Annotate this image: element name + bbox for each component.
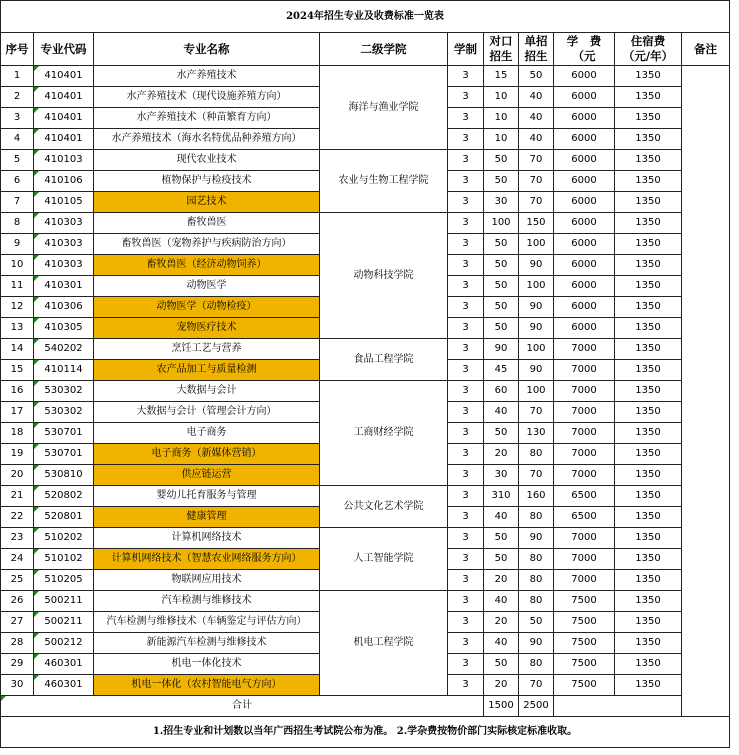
danzhao-quota: 130 xyxy=(519,423,554,444)
study-years: 3 xyxy=(448,108,484,129)
major-code: 530810 xyxy=(34,465,94,486)
duikou-quota: 20 xyxy=(484,675,519,696)
remark-cell xyxy=(682,66,730,717)
study-years: 3 xyxy=(448,339,484,360)
dorm-fee: 1350 xyxy=(615,66,682,87)
duikou-quota: 40 xyxy=(484,633,519,654)
major-name: 计算机网络技术 xyxy=(94,528,320,549)
row-number: 8 xyxy=(1,213,34,234)
major-name: 现代农业技术 xyxy=(94,150,320,171)
header-tuition-line2: （元 xyxy=(572,49,596,63)
dorm-fee: 1350 xyxy=(615,675,682,696)
tuition-fee: 7500 xyxy=(554,654,615,675)
major-code: 510102 xyxy=(34,549,94,570)
major-name: 大数据与会计 xyxy=(94,381,320,402)
table-row xyxy=(1,150,730,171)
footnote: 1.招生专业和计划数以当年广西招生考试院公布为准。 2.学杂费按物价部门实际核定标准收取。 xyxy=(1,717,730,748)
row-number: 28 xyxy=(1,633,34,654)
table-row xyxy=(1,591,730,612)
duikou-quota: 50 xyxy=(484,150,519,171)
major-name: 电子商务 xyxy=(94,423,320,444)
major-name: 电子商务（新媒体营销） xyxy=(94,444,320,465)
header-name: 专业名称 xyxy=(94,33,320,66)
college-name: 机电工程学院 xyxy=(320,591,448,696)
major-name: 园艺技术 xyxy=(94,192,320,213)
row-number: 24 xyxy=(1,549,34,570)
study-years: 3 xyxy=(448,591,484,612)
major-code: 410303 xyxy=(34,213,94,234)
study-years: 3 xyxy=(448,528,484,549)
header-duikou xyxy=(484,33,519,66)
study-years: 3 xyxy=(448,612,484,633)
table-row xyxy=(1,66,730,87)
header-years: 学制 xyxy=(448,33,484,66)
tuition-fee: 7500 xyxy=(554,591,615,612)
danzhao-quota: 80 xyxy=(519,444,554,465)
dorm-fee: 1350 xyxy=(615,528,682,549)
tuition-fee: 6000 xyxy=(554,234,615,255)
tuition-fee: 6000 xyxy=(554,129,615,150)
tuition-fee: 7000 xyxy=(554,381,615,402)
duikou-quota: 15 xyxy=(484,66,519,87)
study-years: 3 xyxy=(448,465,484,486)
dorm-fee: 1350 xyxy=(615,654,682,675)
total-label: 合计 xyxy=(1,696,484,717)
tuition-fee: 6000 xyxy=(554,255,615,276)
dorm-fee: 1350 xyxy=(615,150,682,171)
major-name: 动物医学 xyxy=(94,276,320,297)
row-number: 5 xyxy=(1,150,34,171)
table-row xyxy=(1,381,730,402)
dorm-fee: 1350 xyxy=(615,171,682,192)
major-code: 410103 xyxy=(34,150,94,171)
header-dorm-line1: 住宿费 xyxy=(630,34,666,49)
tuition-fee: 6000 xyxy=(554,171,615,192)
danzhao-quota: 100 xyxy=(519,276,554,297)
duikou-quota: 50 xyxy=(484,297,519,318)
study-years: 3 xyxy=(448,549,484,570)
study-years: 3 xyxy=(448,444,484,465)
dorm-fee: 1350 xyxy=(615,192,682,213)
danzhao-quota: 40 xyxy=(519,129,554,150)
major-code: 460301 xyxy=(34,654,94,675)
study-years: 3 xyxy=(448,675,484,696)
dorm-fee: 1350 xyxy=(615,318,682,339)
dorm-fee: 1350 xyxy=(615,465,682,486)
danzhao-quota: 70 xyxy=(519,402,554,423)
college-name: 工商财经学院 xyxy=(320,381,448,486)
row-number: 2 xyxy=(1,87,34,108)
tuition-fee: 7000 xyxy=(554,402,615,423)
major-code: 500212 xyxy=(34,633,94,654)
duikou-quota: 50 xyxy=(484,654,519,675)
danzhao-quota: 70 xyxy=(519,171,554,192)
table-row xyxy=(1,339,730,360)
major-name: 动物医学（动物检疫） xyxy=(94,297,320,318)
major-code: 410105 xyxy=(34,192,94,213)
duikou-quota: 50 xyxy=(484,255,519,276)
major-code: 410401 xyxy=(34,108,94,129)
danzhao-quota: 90 xyxy=(519,318,554,339)
danzhao-quota: 50 xyxy=(519,66,554,87)
dorm-fee: 1350 xyxy=(615,507,682,528)
major-name: 机电一体化技术 xyxy=(94,654,320,675)
dorm-fee: 1350 xyxy=(615,129,682,150)
major-name: 汽车检测与维修技术（车辆鉴定与评估方向） xyxy=(94,612,320,633)
study-years: 3 xyxy=(448,570,484,591)
tuition-fee: 7500 xyxy=(554,633,615,654)
major-code: 410303 xyxy=(34,234,94,255)
duikou-quota: 50 xyxy=(484,171,519,192)
major-code: 530701 xyxy=(34,423,94,444)
row-number: 1 xyxy=(1,66,34,87)
tuition-fee: 6000 xyxy=(554,66,615,87)
tuition-fee: 6000 xyxy=(554,108,615,129)
duikou-quota: 50 xyxy=(484,234,519,255)
duikou-quota: 40 xyxy=(484,591,519,612)
danzhao-quota: 80 xyxy=(519,654,554,675)
study-years: 3 xyxy=(448,192,484,213)
table-row xyxy=(1,486,730,507)
major-code: 530302 xyxy=(34,402,94,423)
tuition-fee: 6000 xyxy=(554,297,615,318)
danzhao-quota: 90 xyxy=(519,528,554,549)
study-years: 3 xyxy=(448,234,484,255)
danzhao-quota: 160 xyxy=(519,486,554,507)
danzhao-quota: 50 xyxy=(519,612,554,633)
major-name: 水产养殖技术 xyxy=(94,66,320,87)
row-number: 15 xyxy=(1,360,34,381)
duikou-quota: 45 xyxy=(484,360,519,381)
header-dorm-line2: （元/年） xyxy=(622,49,674,63)
danzhao-quota: 80 xyxy=(519,549,554,570)
major-name: 新能源汽车检测与维修技术 xyxy=(94,633,320,654)
row-number: 10 xyxy=(1,255,34,276)
college-name: 农业与生物工程学院 xyxy=(320,150,448,213)
dorm-fee: 1350 xyxy=(615,549,682,570)
danzhao-quota: 80 xyxy=(519,570,554,591)
duikou-quota: 40 xyxy=(484,507,519,528)
danzhao-quota: 90 xyxy=(519,297,554,318)
dorm-fee: 1350 xyxy=(615,612,682,633)
study-years: 3 xyxy=(448,486,484,507)
tuition-fee: 7000 xyxy=(554,528,615,549)
major-code: 410401 xyxy=(34,66,94,87)
danzhao-quota: 70 xyxy=(519,192,554,213)
row-number: 29 xyxy=(1,654,34,675)
row-number: 27 xyxy=(1,612,34,633)
dorm-fee: 1350 xyxy=(615,402,682,423)
danzhao-quota: 150 xyxy=(519,213,554,234)
header-dorm xyxy=(615,33,682,66)
dorm-fee: 1350 xyxy=(615,339,682,360)
duikou-quota: 10 xyxy=(484,108,519,129)
major-code: 540202 xyxy=(34,339,94,360)
major-code: 510202 xyxy=(34,528,94,549)
major-code: 520801 xyxy=(34,507,94,528)
row-number: 30 xyxy=(1,675,34,696)
tuition-fee: 7000 xyxy=(554,570,615,591)
study-years: 3 xyxy=(448,213,484,234)
college-name: 人工智能学院 xyxy=(320,528,448,591)
row-number: 16 xyxy=(1,381,34,402)
dorm-fee: 1350 xyxy=(615,234,682,255)
major-name: 汽车检测与维修技术 xyxy=(94,591,320,612)
tuition-fee: 6000 xyxy=(554,150,615,171)
header-tuition xyxy=(554,33,615,66)
header-code: 专业代码 xyxy=(34,33,94,66)
tuition-fee: 7000 xyxy=(554,360,615,381)
major-name: 婴幼儿托育服务与管理 xyxy=(94,486,320,507)
major-name: 健康管理 xyxy=(94,507,320,528)
study-years: 3 xyxy=(448,654,484,675)
major-name: 物联网应用技术 xyxy=(94,570,320,591)
major-code: 410106 xyxy=(34,171,94,192)
tuition-fee: 6000 xyxy=(554,318,615,339)
header-duikou-line2: 招生 xyxy=(489,49,513,63)
row-number: 6 xyxy=(1,171,34,192)
row-number: 12 xyxy=(1,297,34,318)
dorm-fee: 1350 xyxy=(615,276,682,297)
major-name: 植物保护与检疫技术 xyxy=(94,171,320,192)
row-number: 23 xyxy=(1,528,34,549)
major-code: 530302 xyxy=(34,381,94,402)
tuition-fee: 6000 xyxy=(554,192,615,213)
duikou-quota: 50 xyxy=(484,528,519,549)
header-college: 二级学院 xyxy=(320,33,448,66)
major-name: 供应链运营 xyxy=(94,465,320,486)
danzhao-quota: 40 xyxy=(519,87,554,108)
major-code: 460301 xyxy=(34,675,94,696)
dorm-fee: 1350 xyxy=(615,255,682,276)
tuition-fee: 6000 xyxy=(554,87,615,108)
major-code: 410401 xyxy=(34,87,94,108)
dorm-fee: 1350 xyxy=(615,87,682,108)
dorm-fee: 1350 xyxy=(615,444,682,465)
row-number: 9 xyxy=(1,234,34,255)
duikou-quota: 90 xyxy=(484,339,519,360)
tuition-fee: 6000 xyxy=(554,213,615,234)
tuition-fee: 7000 xyxy=(554,423,615,444)
tuition-fee: 7500 xyxy=(554,612,615,633)
table-row xyxy=(1,213,730,234)
danzhao-quota: 70 xyxy=(519,675,554,696)
major-code: 410305 xyxy=(34,318,94,339)
row-number: 17 xyxy=(1,402,34,423)
danzhao-quota: 80 xyxy=(519,591,554,612)
table-title: 2024年招生专业及收费标准一览表 xyxy=(1,1,730,33)
total-duikou: 1500 xyxy=(484,696,519,717)
major-code: 500211 xyxy=(34,591,94,612)
danzhao-quota: 90 xyxy=(519,360,554,381)
study-years: 3 xyxy=(448,507,484,528)
total-danzhao: 2500 xyxy=(519,696,554,717)
note-row xyxy=(1,717,730,748)
duikou-quota: 50 xyxy=(484,423,519,444)
major-name: 畜牧兽医（宠物养护与疾病防治方向） xyxy=(94,234,320,255)
duikou-quota: 10 xyxy=(484,129,519,150)
row-number: 25 xyxy=(1,570,34,591)
dorm-fee: 1350 xyxy=(615,360,682,381)
danzhao-quota: 90 xyxy=(519,255,554,276)
row-number: 20 xyxy=(1,465,34,486)
study-years: 3 xyxy=(448,150,484,171)
study-years: 3 xyxy=(448,402,484,423)
duikou-quota: 30 xyxy=(484,192,519,213)
major-name: 畜牧兽医 xyxy=(94,213,320,234)
total-row xyxy=(1,696,730,717)
row-number: 4 xyxy=(1,129,34,150)
duikou-quota: 100 xyxy=(484,213,519,234)
row-number: 11 xyxy=(1,276,34,297)
duikou-quota: 10 xyxy=(484,87,519,108)
header-seq: 序号 xyxy=(1,33,34,66)
danzhao-quota: 70 xyxy=(519,150,554,171)
college-name: 食品工程学院 xyxy=(320,339,448,381)
row-number: 3 xyxy=(1,108,34,129)
header-danzhao-line1: 单招 xyxy=(524,34,548,49)
duikou-quota: 30 xyxy=(484,465,519,486)
study-years: 3 xyxy=(448,297,484,318)
major-code: 530701 xyxy=(34,444,94,465)
tuition-fee: 7000 xyxy=(554,549,615,570)
row-number: 22 xyxy=(1,507,34,528)
major-name: 水产养殖技术（现代设施养殖方向） xyxy=(94,87,320,108)
major-name: 畜牧兽医（经济动物饲养） xyxy=(94,255,320,276)
major-name: 宠物医疗技术 xyxy=(94,318,320,339)
duikou-quota: 50 xyxy=(484,276,519,297)
major-code: 410301 xyxy=(34,276,94,297)
dorm-fee: 1350 xyxy=(615,591,682,612)
tuition-fee: 7000 xyxy=(554,339,615,360)
row-number: 13 xyxy=(1,318,34,339)
major-name: 水产养殖技术（海水名特优品种养殖方向） xyxy=(94,129,320,150)
header-danzhao xyxy=(519,33,554,66)
header-danzhao-line2: 招生 xyxy=(524,49,548,63)
danzhao-quota: 70 xyxy=(519,465,554,486)
dorm-fee: 1350 xyxy=(615,423,682,444)
duikou-quota: 40 xyxy=(484,402,519,423)
college-name: 海洋与渔业学院 xyxy=(320,66,448,150)
row-number: 14 xyxy=(1,339,34,360)
study-years: 3 xyxy=(448,633,484,654)
row-number: 26 xyxy=(1,591,34,612)
danzhao-quota: 90 xyxy=(519,633,554,654)
header-duikou-line1: 对口 xyxy=(489,34,513,49)
duikou-quota: 310 xyxy=(484,486,519,507)
total-blank xyxy=(554,696,682,717)
dorm-fee: 1350 xyxy=(615,633,682,654)
major-code: 410401 xyxy=(34,129,94,150)
tuition-fee: 7000 xyxy=(554,465,615,486)
study-years: 3 xyxy=(448,381,484,402)
dorm-fee: 1350 xyxy=(615,297,682,318)
study-years: 3 xyxy=(448,423,484,444)
study-years: 3 xyxy=(448,360,484,381)
dorm-fee: 1350 xyxy=(615,108,682,129)
duikou-quota: 20 xyxy=(484,570,519,591)
dorm-fee: 1350 xyxy=(615,381,682,402)
major-name: 计算机网络技术（智慧农业网络服务方向） xyxy=(94,549,320,570)
study-years: 3 xyxy=(448,255,484,276)
study-years: 3 xyxy=(448,66,484,87)
college-name: 动物科技学院 xyxy=(320,213,448,339)
major-code: 410306 xyxy=(34,297,94,318)
study-years: 3 xyxy=(448,129,484,150)
major-code: 410303 xyxy=(34,255,94,276)
study-years: 3 xyxy=(448,276,484,297)
dorm-fee: 1350 xyxy=(615,213,682,234)
danzhao-quota: 40 xyxy=(519,108,554,129)
duikou-quota: 50 xyxy=(484,318,519,339)
major-code: 410114 xyxy=(34,360,94,381)
row-number: 18 xyxy=(1,423,34,444)
study-years: 3 xyxy=(448,171,484,192)
header-row xyxy=(1,33,730,66)
tuition-fee: 7000 xyxy=(554,444,615,465)
tuition-fee: 6500 xyxy=(554,486,615,507)
dorm-fee: 1350 xyxy=(615,486,682,507)
major-name: 农产品加工与质量检测 xyxy=(94,360,320,381)
danzhao-quota: 100 xyxy=(519,381,554,402)
tuition-fee: 6500 xyxy=(554,507,615,528)
major-code: 520802 xyxy=(34,486,94,507)
study-years: 3 xyxy=(448,87,484,108)
tuition-fee: 7500 xyxy=(554,675,615,696)
table-row xyxy=(1,528,730,549)
danzhao-quota: 100 xyxy=(519,234,554,255)
duikou-quota: 20 xyxy=(484,612,519,633)
header-tuition-line1: 学 费 xyxy=(566,34,602,49)
college-name: 公共文化艺术学院 xyxy=(320,486,448,528)
danzhao-quota: 100 xyxy=(519,339,554,360)
major-name: 机电一体化（农村智能电气方向） xyxy=(94,675,320,696)
duikou-quota: 20 xyxy=(484,444,519,465)
row-number: 7 xyxy=(1,192,34,213)
major-code: 500211 xyxy=(34,612,94,633)
major-name: 烹饪工艺与营养 xyxy=(94,339,320,360)
row-number: 21 xyxy=(1,486,34,507)
header-remark: 备注 xyxy=(682,33,730,66)
row-number: 19 xyxy=(1,444,34,465)
major-code: 510205 xyxy=(34,570,94,591)
duikou-quota: 60 xyxy=(484,381,519,402)
study-years: 3 xyxy=(448,318,484,339)
major-name: 大数据与会计（管理会计方向） xyxy=(94,402,320,423)
tuition-fee: 6000 xyxy=(554,276,615,297)
dorm-fee: 1350 xyxy=(615,570,682,591)
danzhao-quota: 80 xyxy=(519,507,554,528)
major-name: 水产养殖技术（种苗繁育方向） xyxy=(94,108,320,129)
duikou-quota: 50 xyxy=(484,549,519,570)
